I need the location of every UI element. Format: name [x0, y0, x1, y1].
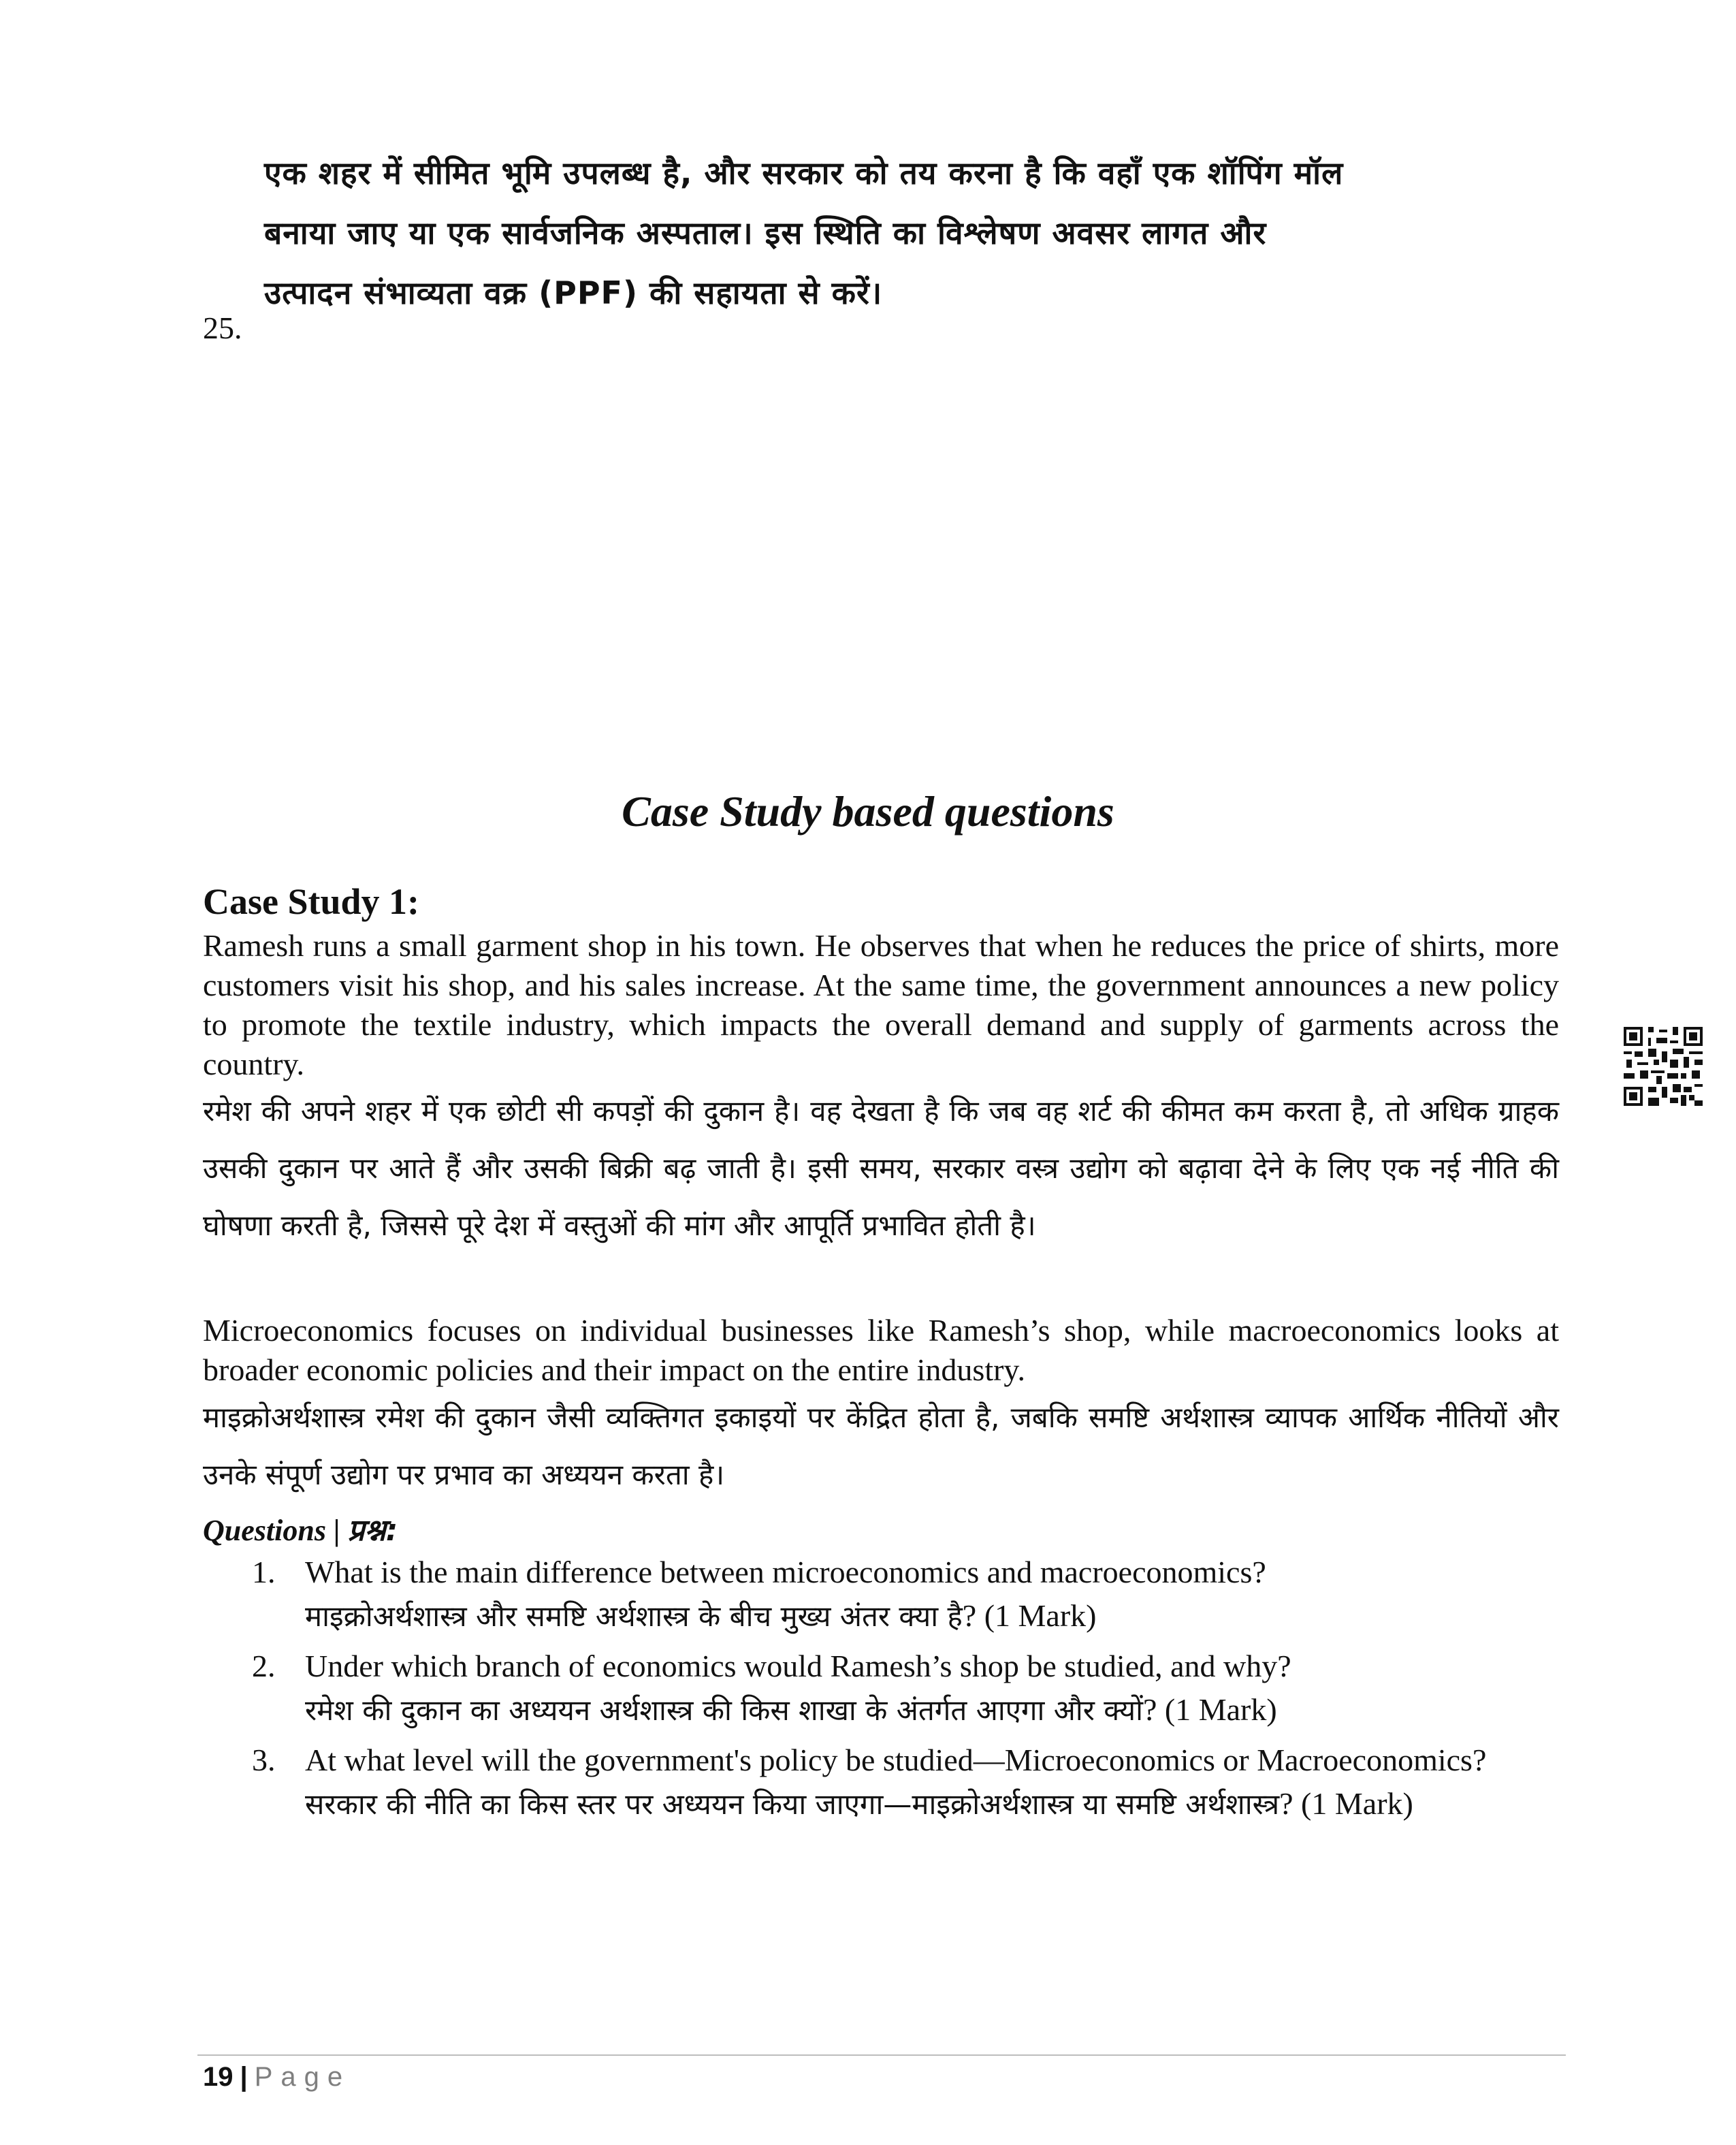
question-english: Under which branch of economics would Ramesh’s shop be studied, and why? — [305, 1649, 1291, 1683]
question-english: What is the main difference between microeconomics and macroeconomics? — [305, 1555, 1266, 1589]
questions-list — [252, 1553, 1545, 1829]
question-mark-label: ? (1 Mark) — [1142, 1692, 1277, 1727]
question-25-number: 25. — [203, 311, 242, 345]
question-english: At what level will the government's policy be studied—Microeconomics or Macroeconomics? — [305, 1743, 1487, 1777]
page-label: Page — [254, 2062, 351, 2092]
case-study-paragraph-english: Ramesh runs a small garment shop in his town. He observes that when he reduces the price of shirts, more customers visit his shop, and his sales increase. At the same time, the government announces a new policy to promote the textile industry, which impacts the overall demand and supply of garments across the country. — [203, 928, 1559, 1081]
question-hindi-text: रमेश की दुकान का अध्ययन अर्थशास्त्र की किस शाखा के अंतर्गत आएगा और क्यों — [305, 1694, 1143, 1727]
page-number: 19 — [203, 2062, 234, 2092]
question-item — [252, 1741, 1545, 1829]
questions-heading — [203, 1508, 398, 1549]
case-study-heading: Case Study 1: — [203, 881, 420, 922]
question-number: 3. — [252, 1743, 276, 1777]
questions-heading-english: Questions | — [203, 1514, 348, 1547]
footer-separator: | — [240, 2062, 248, 2092]
question-item — [252, 1553, 1545, 1641]
question-25-text — [264, 143, 1558, 323]
question-mark-label: ? (1 Mark) — [1279, 1786, 1413, 1821]
question-25-line: बनाया जाए या एक सार्वजनिक अस्पताल। इस स्थिति का विश्लेषण अवसर लागत और — [264, 214, 1267, 251]
question-25-line: उत्पादन संभाव्यता वक्र (PPF) की सहायता से करें। — [264, 274, 883, 311]
question-25-line: एक शहर में सीमित भूमि उपलब्ध है, और सरकार को तय करना है कि वहाँ एक शॉपिंग मॉल — [264, 155, 1344, 191]
question-hindi-text: माइक्रोअर्थशास्त्र और समष्टि अर्थशास्त्र के बीच मुख्य अंतर क्या है — [305, 1600, 963, 1633]
case-study-paragraph-hindi: रमेश की अपने शहर में एक छोटी सी कपड़ों की दुकान है। वह देखता है कि जब वह शर्ट की कीमत कम करता है, तो अधिक ग्राहक उसकी दुकान पर आते हैं और उसकी बिक्री बढ़ जाती है। इसी समय, सरकार वस्त्र उद्योग को बढ़ावा देने के लिए एक नई नीति की घोषणा करती है, जिससे पूरे देश में वस्तुओं की मांग और आपूर्ति प्रभावित होती है। — [203, 1094, 1559, 1242]
question-hindi — [305, 1686, 1545, 1735]
question-item — [252, 1647, 1545, 1735]
question-number: 1. — [252, 1555, 276, 1589]
page-footer — [203, 2062, 351, 2093]
question-number: 2. — [252, 1649, 276, 1683]
case-study-note-hindi: माइक्रोअर्थशास्त्र रमेश की दुकान जैसी व्यक्तिगत इकाइयों पर केंद्रित होता है, जबकि समष्टि अर्थशास्त्र व्यापक आर्थिक नीतियों और उनके संपूर्ण उद्योग पर प्रभाव का अध्ययन करता है। — [203, 1401, 1559, 1491]
footer-divider — [197, 2054, 1566, 2056]
case-study-note-english: Microeconomics focuses on individual businesses like Ramesh’s shop, while macroeconomics looks at broader economic policies and their impact on the entire industry. — [203, 1313, 1559, 1387]
question-mark-label: ? (1 Mark) — [962, 1598, 1097, 1633]
question-hindi — [305, 1592, 1545, 1641]
question-hindi — [305, 1780, 1545, 1829]
questions-heading-hindi: प्रश्न: — [347, 1513, 398, 1548]
question-hindi-text: सरकार की नीति का किस स्तर पर अध्ययन किया जाएगा—माइक्रोअर्थशास्त्र या समष्टि अर्थशास्त्र — [305, 1788, 1280, 1821]
qr-code-icon — [1624, 1027, 1703, 1106]
section-title: Case Study based questions — [622, 787, 1114, 836]
